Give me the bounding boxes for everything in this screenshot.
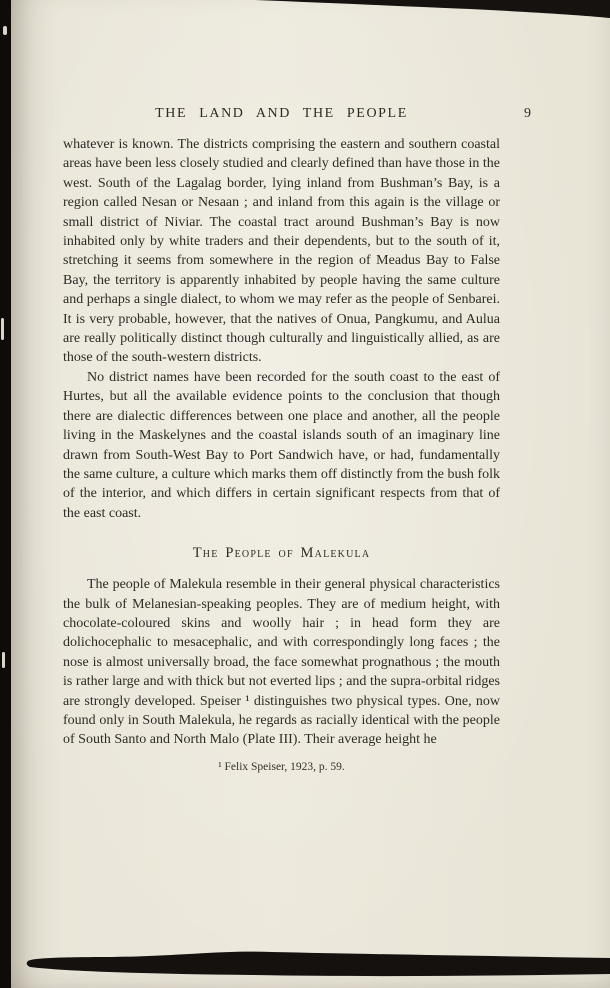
running-header (63, 106, 531, 122)
section-heading: The People of Malekula (192, 545, 371, 562)
running-header-title: THE LAND AND THE PEOPLE (155, 106, 408, 121)
book-binding-shadow (0, 0, 11, 988)
footnote: ¹ Felix Speiser, 1923, p. 59. (218, 760, 345, 773)
body-paragraph-1: whatever is known. The districts comprising the eastern and southern coastal areas have been less closely studied and clearly defined than have those in the west. South of the Lagalag border, lying inland from Bushman’s Bay, is a region called Nesan or Nesaan ; and inland from this again is the village or small district of Niviar. The coastal tract around Bushman’s Bay is now inhabited only by white traders and their dependents, but to the south of it, stretching it seems from somewhere in the region of Meadus Bay to False Bay, the territory is apparently inhabited by people having the same culture and perhaps a single dialect, to whom we may refer as the people of Senbarei. It is very probable, however, that the natives of Onua, Pangkumu, and Aulua are really politically distinct though culturally and linguistically allied, as are those of the south-western districts. (63, 137, 500, 366)
binding-notch (1, 318, 4, 340)
page-edge-shadow-top-right (250, 0, 610, 20)
page-text-block (63, 0, 531, 773)
page-number: 9 (524, 106, 531, 121)
binding-notch (2, 652, 5, 668)
body-paragraph-3: The people of Malekula resemble in their general physical characteristics the bulk of Melanesian-speaking peoples. They are of medium height, with chocolate-coloured skins and woolly hair ; in head form they are dolichocephalic to mesacephalic, and with correspondingly long faces ; the nose is almost universally broad, the face somewhat prognathous ; the mouth is rather large and with thick but not everted lips ; and the supra-orbital ridges are strongly developed. Speiser ¹ distinguishes two physical types. One, now found only in South Malekula, he regards as racially identical with the people of South Santo and North Malo (Plate III). Their average height he (63, 577, 500, 748)
body-paragraph-2: No district names have been recorded for the south coast to the east of Hurtes, but all the available evidence points to the conclusion that though there are dialectic differences between one place and another, all the people living in the Maskelynes and the coastal islands south of an imaginary line drawn from South-West Bay to Port Sandwich have, or had, fundamentally the same culture, a culture which marks them off distinctly from the bush folk of the interior, and which differs in certain significant respects from that of the east coast. (63, 369, 500, 521)
binding-notch (3, 26, 7, 35)
page-edge-shadow-bottom (22, 944, 610, 988)
